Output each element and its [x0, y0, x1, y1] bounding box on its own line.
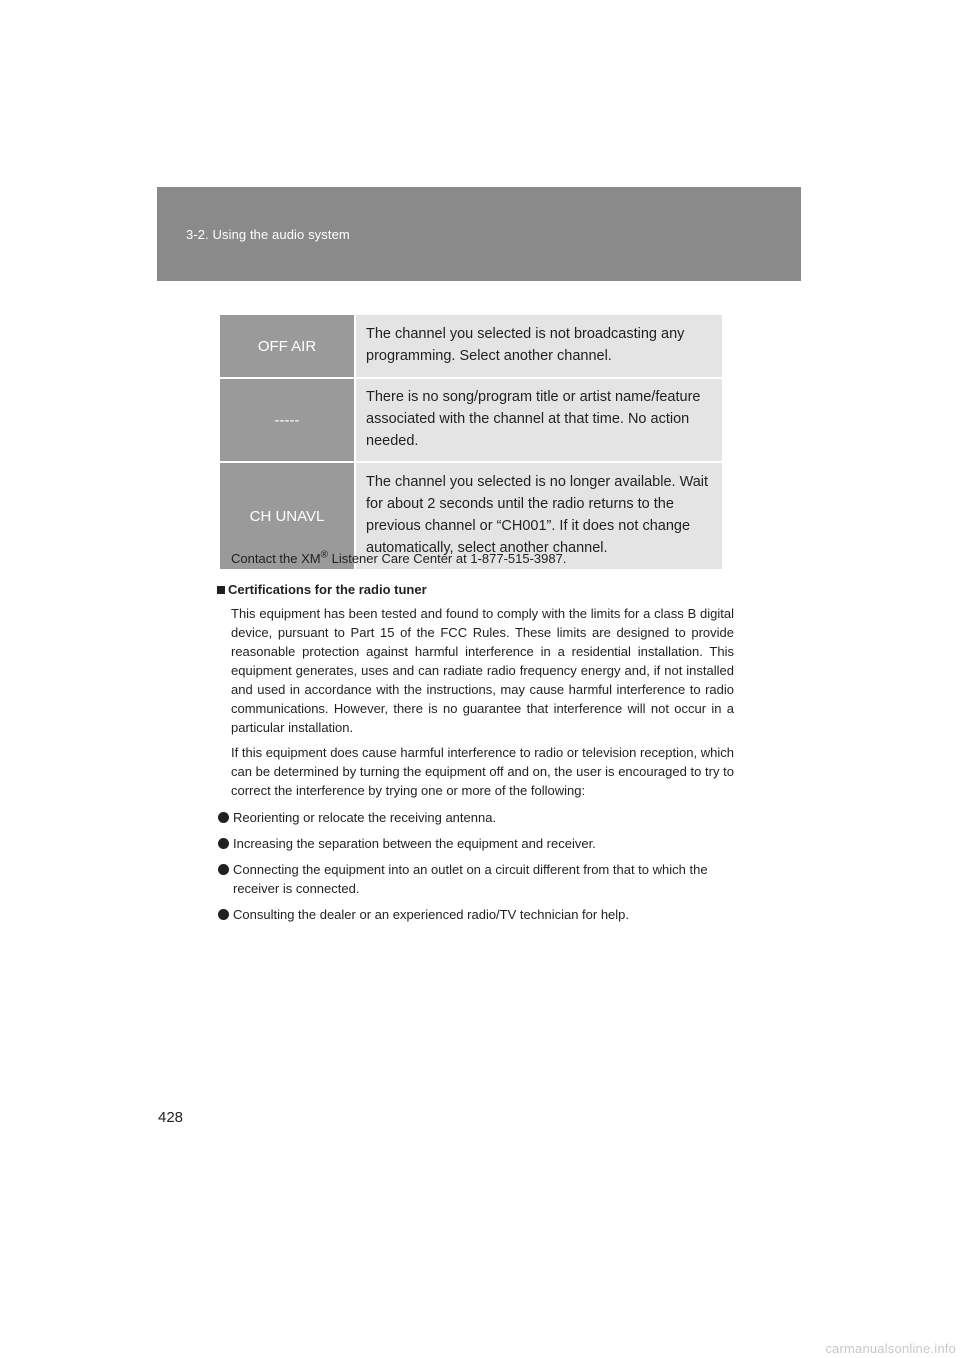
message-description: The channel you selected is no longer available. Wait for about 2 seconds until the radio returns to the previous channel or “CH001”. If it does not change automatically, select another channel.: [355, 462, 722, 570]
message-row: [220, 315, 722, 378]
list-item-text: Consulting the dealer or an experienced radio/TV technician for help.: [233, 907, 630, 922]
contact-text-after: Listener Care Center at 1-877-515-3987.: [327, 551, 567, 566]
page-number: 428: [158, 1109, 184, 1126]
bullet-dot-icon: [218, 864, 229, 875]
list-item: [218, 808, 734, 827]
bullet-dot-icon: [218, 838, 229, 849]
list-item-text: Reorienting or relocate the receiving antenna.: [233, 810, 497, 825]
list-item-text: Increasing the separation between the equipment and receiver.: [233, 836, 596, 851]
certifications-heading: [217, 580, 427, 599]
certifications-heading-text: Certifications for the radio tuner: [228, 582, 427, 597]
list-item: [218, 905, 734, 924]
message-row: [220, 378, 722, 462]
contact-text-before: Contact the XM: [231, 551, 321, 566]
remedy-list: [218, 808, 734, 931]
list-item: [218, 834, 734, 853]
fcc-paragraph: This equipment has been tested and found to comply with the limits for a class B digital device, pursuant to Part 15 of the FCC Rules. These limits are designed to provide reasonable protection against harmful interference in a residential installation. This equipment generates, uses and can radiate radio frequency energy and, if not installed and used in accordance with the instructions, may cause harmful interference to radio communications. However, there is no guarantee that interference will not occur in a particular installation.: [231, 606, 734, 735]
list-item-text: Connecting the equipment into an outlet on a circuit different from that to which the receiver is connected.: [233, 862, 708, 896]
bullet-dot-icon: [218, 812, 229, 823]
message-code: OFF AIR: [220, 315, 355, 378]
section-title: 3-2. Using the audio system: [186, 227, 350, 242]
section-header-band: [157, 187, 801, 281]
message-description: The channel you selected is not broadcasting any programming. Select another channel.: [355, 315, 722, 378]
message-table: [220, 315, 722, 571]
message-description: There is no song/program title or artist name/feature associated with the channel at that time. No action needed.: [355, 378, 722, 462]
square-bullet-icon: [217, 586, 225, 594]
bullet-dot-icon: [218, 909, 229, 920]
contact-line: [231, 549, 734, 568]
watermark: carmanualsonline.info: [825, 1341, 956, 1356]
message-code: -----: [220, 378, 355, 462]
interference-paragraph: If this equipment does cause harmful interference to radio or television reception, which can be determined by turning the equipment off and on, the user is encouraged to try to correct the interference by trying one or more of the following:: [231, 745, 734, 798]
registered-mark: ®: [320, 549, 328, 561]
message-code: CH UNAVL: [220, 462, 355, 570]
list-item: [218, 860, 734, 898]
